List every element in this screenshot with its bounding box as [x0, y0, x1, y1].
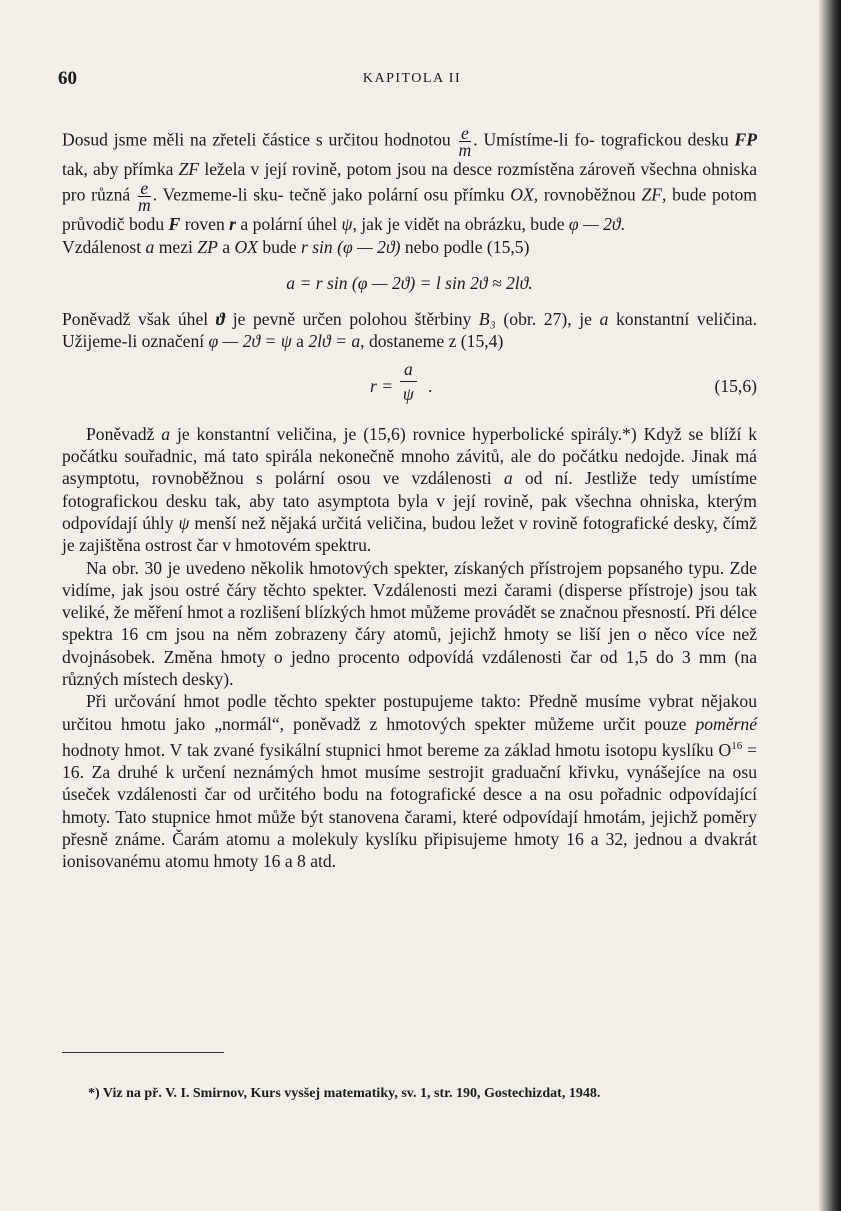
expr-phi-2theta: φ — 2ϑ [568, 214, 621, 235]
symbol-ZF: ZF [641, 184, 662, 205]
symbol-a: a [503, 468, 513, 489]
eq2-dot: . [428, 375, 433, 396]
symbol-OX: OX [510, 184, 534, 205]
frac-den: m [458, 140, 472, 160]
expr-rsin: r sin (φ — 2ϑ) [300, 236, 401, 257]
text: Dosud jsme měli na zřeteli částice s určitou hodnotou [62, 129, 457, 150]
paragraph-1-end [62, 236, 757, 258]
symbol-FP: FP [734, 129, 757, 150]
text: = 16. Za druhé k určení neznámých hmot musíme sestrojit graduační křivku, vynášejíce na osu úseček vzdálenosti čar od určitého bodu na fotografické desce a na osu pořadnic odpovídající hmoty. Tato stupnice hmot může být stanovena čarami, které odpovídají hmotám, jejichž poměry přesně známe. Čarám atomu a molekuly kyslíku připisujeme hmoty 16 a 32, jednou a dvakrát ionisovanému atomu hmoty 16 a 8 atd. [62, 739, 757, 872]
text: bodu [128, 214, 169, 235]
text: roven [180, 214, 230, 235]
text: a [291, 331, 309, 352]
text: Poněvadž však úhel [62, 309, 216, 330]
frac-den: m [137, 195, 151, 216]
text: . Umístíme-li fo- [473, 129, 595, 150]
equation-2 [62, 357, 757, 413]
paragraph-5 [62, 690, 757, 872]
symbol-F: F [168, 214, 181, 235]
text: tečně jako polární osu přímku [289, 184, 511, 205]
symbol-OX: OX [234, 236, 258, 257]
text: ležela v její rovině, potom jsou [199, 159, 427, 179]
expr-substitution-2: 2lϑ = a [308, 331, 361, 352]
text: a [217, 236, 235, 257]
frac-num: e [138, 180, 151, 197]
paragraph-2 [62, 308, 757, 353]
text: , dostaneme z (15,4) [360, 331, 504, 352]
text: Vzdálenost [62, 236, 146, 257]
symbol-ZP: ZP [197, 236, 218, 257]
body-text [62, 125, 757, 873]
eq2-num: a [400, 357, 417, 382]
text: nebo podle (15,5) [400, 236, 530, 257]
text: mezi [154, 236, 198, 257]
eq2-fraction [400, 357, 417, 406]
expr-substitution: φ — 2ϑ = ψ [208, 331, 292, 352]
fraction-e-over-m-2 [137, 178, 151, 216]
text: menší než nějaká určitá veličina, budou ležet v rovině fotografické desky, čímž je zajištěna ostrost čar v hmotovém spektru. [62, 512, 757, 556]
text: od ní. Jestliže tedy umístíme fotografickou desku tak, aby tato asymptota byla v její rovině, pak všechna ohniska, kterým odpovídají úhly [62, 468, 757, 533]
text: a polární úhel [236, 214, 342, 235]
fraction-e-over-m [459, 125, 472, 158]
equation-1: a = r sin (φ — 2ϑ) = l sin 2ϑ ≈ 2lϑ. [286, 272, 533, 293]
paragraph-3 [62, 423, 757, 557]
paragraph-4: Na obr. 30 je uvedeno několik hmotových spekter, získaných přístrojem popsaného typu. Zde vidíme, jak jsou ostré čáry těchto spekter. Vzdálenosti mezi čarami (disperse přístroje) jsou tak veliké, že měření hmot a rozlišení blízkých hmot můžeme provádět se značnou přesností. Při délce spektra 16 cm jsou na něm zobrazeny čáry atomů, jejichž hmoty se liší jen o něco více než dvojnásobek. Změna hmoty o jedno procento odpovídá vzdálenosti čar od 1,5 do 3 mm (na různých místech desky). [62, 557, 757, 690]
eq2-label: (15,6) [714, 375, 757, 396]
symbol-B3: B₃ [478, 309, 496, 330]
eq2-lhs: r = [370, 375, 394, 396]
symbol-r: r [229, 214, 237, 235]
text: bude [257, 236, 301, 257]
symbol-psi: ψ [178, 512, 190, 533]
text: na desce rozmístěna zároveň všechna ohniska pro různá [62, 159, 758, 205]
text: je konstantní veličina, je (15,6) rovnice hyperbolické spirály.*) Když se blíží k počátku souřadnic, má tato spirála nekonečně mnoho závitů, ale do počátku nedojde. Jinak má asymptotu, rovnoběžnou s polární osou ve vzdálenosti [62, 423, 757, 489]
text: konstantní veličina. Užijeme-li označení [62, 309, 757, 352]
symbol-ZF: ZF [178, 159, 200, 179]
symbol-a: a [145, 236, 155, 257]
paragraph-1 [62, 125, 757, 236]
symbol-theta: ϑ [215, 309, 226, 330]
text: Poněvadž [86, 423, 162, 444]
footnote: *) Viz na př. V. I. Smirnov, Kurs vysšej matematiky, sv. 1, str. 190, Gostechizdat, 1948. [88, 1086, 601, 1101]
page-number: 60 [58, 68, 77, 89]
book-spine-shadow [819, 0, 841, 1211]
frac-num: e [459, 125, 472, 142]
text: tak, aby přímka [62, 159, 179, 179]
text: (obr. 27), je [495, 309, 600, 330]
text: . Vezmeme-li sku- [152, 184, 284, 205]
running-header [58, 68, 762, 92]
text: , bude potom průvodič [62, 184, 757, 235]
emphasis-pomerne: poměrné [695, 713, 757, 734]
chapter-title: KAPITOLA II [362, 71, 462, 86]
symbol-psi: ψ [341, 214, 353, 235]
text: Při určování hmot podle těchto spekter postupujeme takto: Předně musíme vybrat nějakou určitou hmotu jako „normál“, poněvadž z hmotových spekter můžeme určit pouze [62, 691, 757, 734]
footnote-rule [62, 1052, 224, 1053]
symbol-a: a [161, 423, 171, 444]
text: , jak je vidět na obrázku, bude [352, 214, 569, 235]
symbol-a: a [599, 309, 609, 330]
text: , rovnoběžnou [533, 184, 642, 205]
text: je pevně určen polohou štěrbiny [225, 309, 479, 330]
text: . [620, 214, 625, 235]
eq2-den: ψ [402, 383, 414, 404]
superscript-16: 16 [731, 739, 743, 752]
text: hodnoty hmot. V tak zvané fysikální stupnici hmot bereme za základ hmotu isotopu kyslíku O [62, 739, 732, 760]
text: tografickou desku [600, 129, 735, 150]
